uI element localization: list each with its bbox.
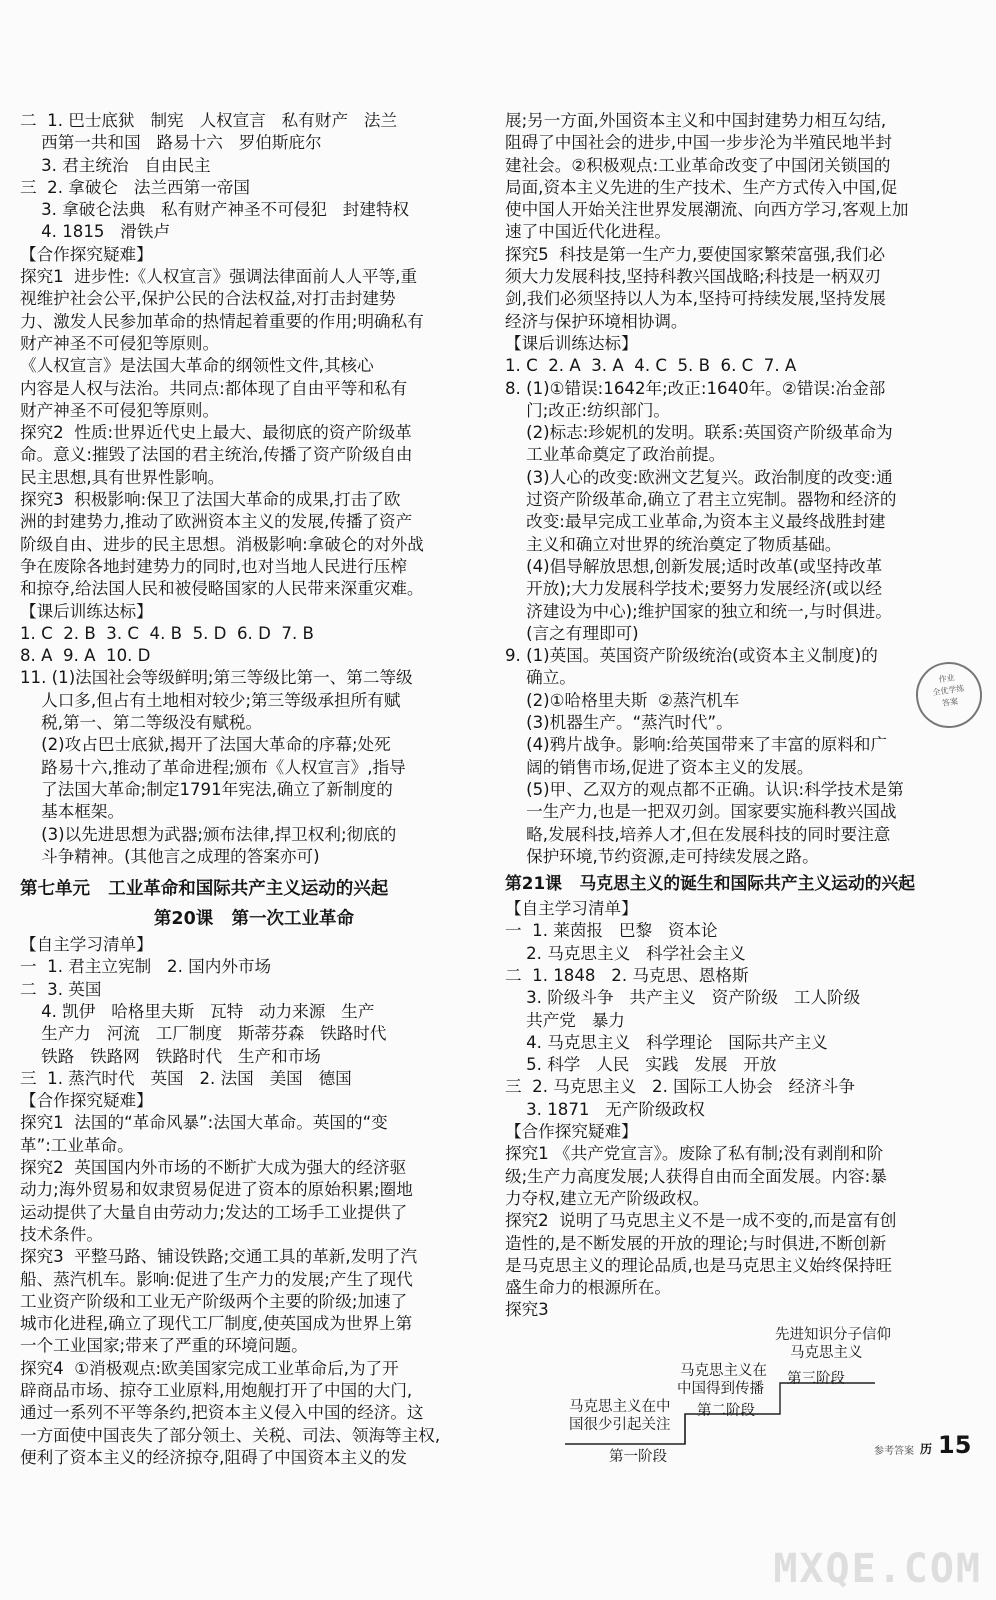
left-column-line: 【合作探究疑难】 — [20, 244, 153, 264]
left-column-line: 内容是人权与法治。共同点:都体现了自由平等和私有 — [20, 378, 408, 398]
lesson20-lines-line: 辟商品市场、掠夺工业原料,用炮舰打开了中国的大门, — [20, 1381, 413, 1401]
left-column-line: 力、激发人民参加革命的热情起着重要的作用;明确私有 — [20, 311, 424, 331]
left-column-line: 11. (1)法国社会等级鲜明;第三等级比第一、第二等级 — [20, 668, 413, 688]
lesson20-answer-lines — [20, 934, 488, 1469]
diagram-stage3: 第三阶段 — [787, 1370, 845, 1387]
left-column-line: 财产神圣不可侵犯等原则。 — [20, 333, 220, 353]
lesson21-lines-line: 2. 马克思主义 科学社会主义 — [505, 943, 746, 963]
left-column-line: 阶级自由、进步的民主思想。消极影响:拿破仑的对外战 — [20, 534, 424, 554]
diagram-top-label-1: 先进知识分子信仰 — [775, 1326, 891, 1343]
footer-subject: 历 — [920, 1442, 933, 1456]
left-column-line: 基本框架。 — [20, 802, 125, 822]
right-column-line: 8. (1)①错误:1642年;改正:1640年。②错误:冶金部 — [505, 378, 886, 398]
lesson21-lines-line: 三 2. 马克思主义 2. 国际工人协会 经济斗争 — [505, 1077, 855, 1097]
lesson20-lines-line: 一方面使中国丧失了部分领土、关税、司法、领海等主权, — [20, 1425, 441, 1445]
lesson20-lines-line: 二 3. 英国 — [20, 979, 102, 999]
lesson20-lines-line: 城市化进程,确立了现代工厂制度,使英国成为世界上第 — [20, 1314, 413, 1334]
lesson20-title: 第20课 第一次工业革命 — [153, 909, 355, 930]
lesson21-lines-line: 探究1 《共产党宣言》。废除了私有制;没有剥削和阶 — [505, 1144, 884, 1164]
lesson21-lines-line: 探究2 说明了马克思主义不是一成不变的,而是富有创 — [505, 1211, 897, 1231]
lesson20-lines-line: 运动提供了大量自由劳动力;发达的工场手工业提供了 — [20, 1202, 408, 1222]
left-column-line: 探究2 性质:世界近代史上最大、最彻底的资产阶级革 — [20, 423, 412, 443]
right-column — [505, 110, 983, 1466]
left-answer-lines — [20, 110, 488, 868]
stamp-line-2: 全优学练 — [931, 683, 965, 698]
right-column-line: 开放);大力发展科学技术;要努力发展经济(或以经 — [505, 579, 883, 599]
lesson20-lines-line: 船、蒸汽机车。影响:促进了生产力的发展;产生了现代 — [20, 1269, 413, 1289]
right-column-line: 局面,资本主义先进的生产技术、生产方式传入中国,促 — [505, 177, 898, 197]
lesson20-lines-line: 便利了资本主义的经济掠夺,阻碍了中国资本主义的发 — [20, 1447, 407, 1467]
right-column-line: 工业革命奠定了政治前提。 — [505, 445, 726, 465]
right-column-line: 一生产力,也是一把双刃剑。国家要实施科教兴国战 — [505, 802, 897, 822]
left-column-line: (2)攻占巴士底狱,揭开了法国大革命的序幕;处死 — [20, 735, 391, 755]
footer-label: 参考答案 — [874, 1446, 914, 1457]
lesson20-lines-line: 探究1 法国的“革命风暴”:法国大革命。英国的“变 — [20, 1113, 388, 1133]
diagram-top-label-2: 马克思主义 — [790, 1344, 863, 1361]
right-column-line: 经济与保护环境相协调。 — [505, 311, 688, 331]
right-column-line: 主义和确立对世界的统治奠定了物质基础。 — [505, 534, 842, 554]
right-column-line: 剑,我们必须坚持以人为本,坚持可持续发展,坚持发展 — [505, 289, 886, 309]
left-column-line: (3)以先进思想为武器;颁布法律,捍卫权利;彻底的 — [20, 824, 397, 844]
page-number: 15 — [938, 1431, 972, 1459]
right-column-line: 【课后训练达标】 — [505, 333, 638, 353]
left-column-line: 3. 君主统治 自由民主 — [20, 155, 211, 175]
lesson21-lines-line: 是马克思主义的理论品质,也是马克思主义始终保持旺 — [505, 1255, 892, 1275]
right-column-line: 过资产阶级革命,确立了君主立宪制。器物和经济的 — [505, 490, 897, 510]
left-column-line: 民主思想,具有世界性影响。 — [20, 467, 225, 487]
lesson21-lines-line: 共产党 暴力 — [505, 1010, 625, 1030]
lesson20-lines-line: 工业资产阶级和工业无产阶级两个主要的阶级;加速了 — [20, 1291, 408, 1311]
right-column-line: 建社会。②积极观点:工业革命改变了中国闭关锁国的 — [505, 155, 891, 175]
right-column-line: 济建设为中心);维护国家的独立和统一,与时俱进。 — [505, 601, 892, 621]
right-column-line: (4)倡导解放思想,创新发展;适时改革(或坚持改革 — [505, 556, 883, 576]
lesson21-lines-line: 【自主学习清单】 — [505, 899, 638, 919]
lesson21-lines-line: 一 1. 莱茵报 巴黎 资本论 — [505, 921, 718, 941]
left-column-line: 人口多,但占有土地相对较少;第三等级承担所有赋 — [20, 690, 401, 710]
right-column-line: 探究5 科技是第一生产力,要使国家繁荣富强,我们必 — [505, 244, 886, 264]
right-answer-lines — [505, 110, 983, 868]
lesson20-lines-line: 探究2 英国国内外市场的不断扩大成为强大的经济驱 — [20, 1158, 407, 1178]
right-column-line: 门;改正:纺织部门。 — [505, 400, 671, 420]
left-column-line: 视维护社会公平,保护公民的合法权益,对打击封建势 — [20, 289, 396, 309]
right-column-line: (5)甲、乙双方的观点都不正确。认识:科学技术是第 — [505, 779, 904, 799]
left-column-line: 3. 拿破仑法典 私有财产神圣不可侵犯 封建特权 — [20, 200, 410, 220]
diagram-low-label-1: 马克思主义在中 — [569, 1398, 671, 1415]
right-column-line: (3)机器生产。“蒸汽时代”。 — [505, 713, 733, 733]
diagram-low-label-2: 国很少引起关注 — [569, 1416, 671, 1433]
lesson20-lines-line: 三 1. 蒸汽时代 英国 2. 法国 美国 德国 — [20, 1068, 352, 1088]
left-column-line: 1. C 2. B 3. C 4. B 5. D 6. D 7. B — [20, 623, 314, 643]
lesson21-lines-line: 二 1. 1848 2. 马克思、恩格斯 — [505, 965, 749, 985]
stamp-line-1: 作业 — [938, 673, 956, 685]
lesson21-lines-line: 【合作探究疑难】 — [505, 1122, 638, 1142]
left-column-line: 《人权宣言》是法国大革命的纲领性文件,其核心 — [20, 356, 374, 376]
diagram-stage1: 第一阶段 — [609, 1448, 667, 1465]
lesson21-lines-line: 力夺权,建立无产阶级政权。 — [505, 1188, 710, 1208]
lesson21-lines-line: 盛生命力的根源所在。 — [505, 1278, 671, 1298]
right-column-line: 使中国人开始关注世界发展潮流、向西方学习,客观上加 — [505, 200, 909, 220]
left-column-line: 二 1. 巴士底狱 制宪 人权宣言 私有财产 法兰 — [20, 111, 398, 130]
unit-title: 第七单元 工业革命和国际共产主义运动的兴起 — [20, 879, 389, 900]
right-column-line: 展;另一方面,外国资本主义和中国封建势力相互勾结, — [505, 111, 887, 130]
lesson20-lines-line: 一 1. 君主立宪制 2. 国内外市场 — [20, 957, 272, 977]
lesson21-lines-line: 探究3 — [505, 1300, 549, 1320]
left-column-line: 洲的封建势力,推动了欧洲资本主义的发展,传播了资产 — [20, 512, 413, 532]
lesson20-lines-line: 【自主学习清单】 — [20, 935, 153, 955]
right-column-line: (2)标志:珍妮机的发明。联系:英国资产阶级革命为 — [505, 423, 893, 443]
left-column-line: 斗争精神。(其他言之成理的答案亦可) — [20, 846, 320, 866]
lesson20-lines-line: 通过一系列不平等条约,把资本主义侵入中国的经济。这 — [20, 1403, 424, 1423]
lesson20-lines-line: 铁路 铁路网 铁路时代 生产和市场 — [20, 1046, 321, 1066]
left-column-line: 命。意义:摧毁了法国的君主统治,传播了资产阶级自由 — [20, 445, 413, 465]
lesson21-lines-line: 造性的,是不断发展的开放的理论;与时俱进,不断创新 — [505, 1233, 887, 1253]
left-column-line: 财产神圣不可侵犯等原则。 — [20, 400, 220, 420]
lesson21-lines-line: 4. 马克思主义 科学理论 国际共产主义 — [505, 1032, 828, 1052]
watermark-logo: MXQE.COM — [773, 1546, 982, 1592]
lesson21-lines-line: 3. 阶级斗争 共产主义 资产阶级 工人阶级 — [505, 988, 861, 1008]
left-column-line: 了法国大革命;制定1791年宪法,确立了新制度的 — [20, 779, 393, 799]
left-column-line: 三 2. 拿破仑 法兰西第一帝国 — [20, 177, 251, 197]
lesson21-lines-line: 5. 科学 人民 实践 发展 开放 — [505, 1055, 777, 1075]
lesson20-lines-line: 【合作探究疑难】 — [20, 1091, 153, 1111]
left-column-line: 和掠夺,给法国人民和被侵略国家的人民带来深重灾难。 — [20, 579, 424, 599]
lesson21-title: 第21课 马克思主义的诞生和国际共产主义运动的兴起 — [505, 873, 916, 894]
stamp-line-3: 答案 — [941, 696, 959, 708]
left-column-line: 探究3 积极影响:保卫了法国大革命的成果,打击了欧 — [20, 490, 401, 510]
left-column-line: 探究1 进步性:《人权宣言》强调法律面前人人平等,重 — [20, 267, 418, 287]
left-column-line: 税,第一、第二等级没有赋税。 — [20, 713, 263, 733]
lesson20-lines-line: 探究3 平整马路、铺设铁路;交通工具的革新,发明了汽 — [20, 1247, 418, 1267]
right-column-line: 略,发展科技,培养人才,但在发展科技的同时要注意 — [505, 824, 891, 844]
right-column-line: 改变:最早完成工业革命,为资本主义最终战胜封建 — [505, 512, 886, 532]
right-column-line: 阻碍了中国社会的进步,中国一步步沦为半殖民地半封 — [505, 133, 892, 153]
lesson20-lines-line: 探究4 ①消极观点:欧美国家完成工业革命后,为了开 — [20, 1358, 399, 1378]
right-column-line: 须大力发展科技,坚持科教兴国战略;科技是一柄双刃 — [505, 267, 881, 287]
diagram-mid-label-1: 马克思主义在 — [680, 1362, 767, 1379]
lesson21-lines-line: 级;生产力高度发展;人获得自由而全面发展。内容:暴 — [505, 1166, 887, 1186]
left-column-line: 4. 1815 滑铁卢 — [20, 222, 171, 242]
left-column-line: 【课后训练达标】 — [20, 601, 153, 621]
right-column-line: 确立。 — [505, 668, 576, 688]
left-column-line: 8. A 9. A 10. D — [20, 646, 151, 666]
left-column-line: 西第一共和国 路易十六 罗伯斯庇尔 — [20, 133, 322, 153]
right-column-line: (4)鸦片战争。影响:给英国带来了丰富的原料和广 — [505, 735, 888, 755]
lesson20-lines-line: 技术条件。 — [20, 1224, 103, 1244]
lesson21-answer-lines — [505, 898, 983, 1322]
lesson20-lines-line: 动力;海外贸易和奴隶贸易促进了资本的原始积累;圈地 — [20, 1180, 413, 1200]
right-column-line: 保护环境,节约资源,走可持续发展之路。 — [505, 846, 819, 866]
right-column-line: (3)人心的改变:欧洲文艺复兴。政治制度的改变:通 — [505, 467, 893, 487]
diagram-mid-label-2: 中国得到传播 — [677, 1380, 764, 1397]
lesson21-lines-line: 3. 1871 无产阶级政权 — [505, 1099, 705, 1119]
right-column-line: 速了中国近代化进程。 — [505, 222, 671, 242]
right-column-line: (2)①哈格里夫斯 ②蒸汽机车 — [505, 690, 740, 710]
left-column — [20, 110, 488, 1469]
diagram-stage2: 第二阶段 — [697, 1402, 755, 1419]
lesson20-lines-line: 一个工业国家;带来了严重的环境问题。 — [20, 1336, 308, 1356]
right-column-line: 阔的销售市场,促进了资本主义的发展。 — [505, 757, 814, 777]
lesson20-lines-line: 4. 凯伊 哈格里夫斯 瓦特 动力来源 生产 — [20, 1001, 375, 1021]
lesson20-lines-line: 生产力 河流 工厂制度 斯蒂芬森 铁路时代 — [20, 1024, 387, 1044]
right-column-line: 9. (1)英国。英国资产阶级统治(或资本主义制度)的 — [505, 646, 878, 666]
right-column-line: 1. C 2. A 3. A 4. C 5. B 6. C 7. A — [505, 356, 797, 376]
left-column-line: 路易十六,推动了革命进程;颁布《人权宣言》,指导 — [20, 757, 406, 777]
lesson20-lines-line: 革”:工业革命。 — [20, 1135, 134, 1155]
right-column-line: (言之有理即可) — [505, 623, 639, 643]
left-column-line: 争在废除各地封建势力的同时,也对当地人民进行压榨 — [20, 556, 407, 576]
